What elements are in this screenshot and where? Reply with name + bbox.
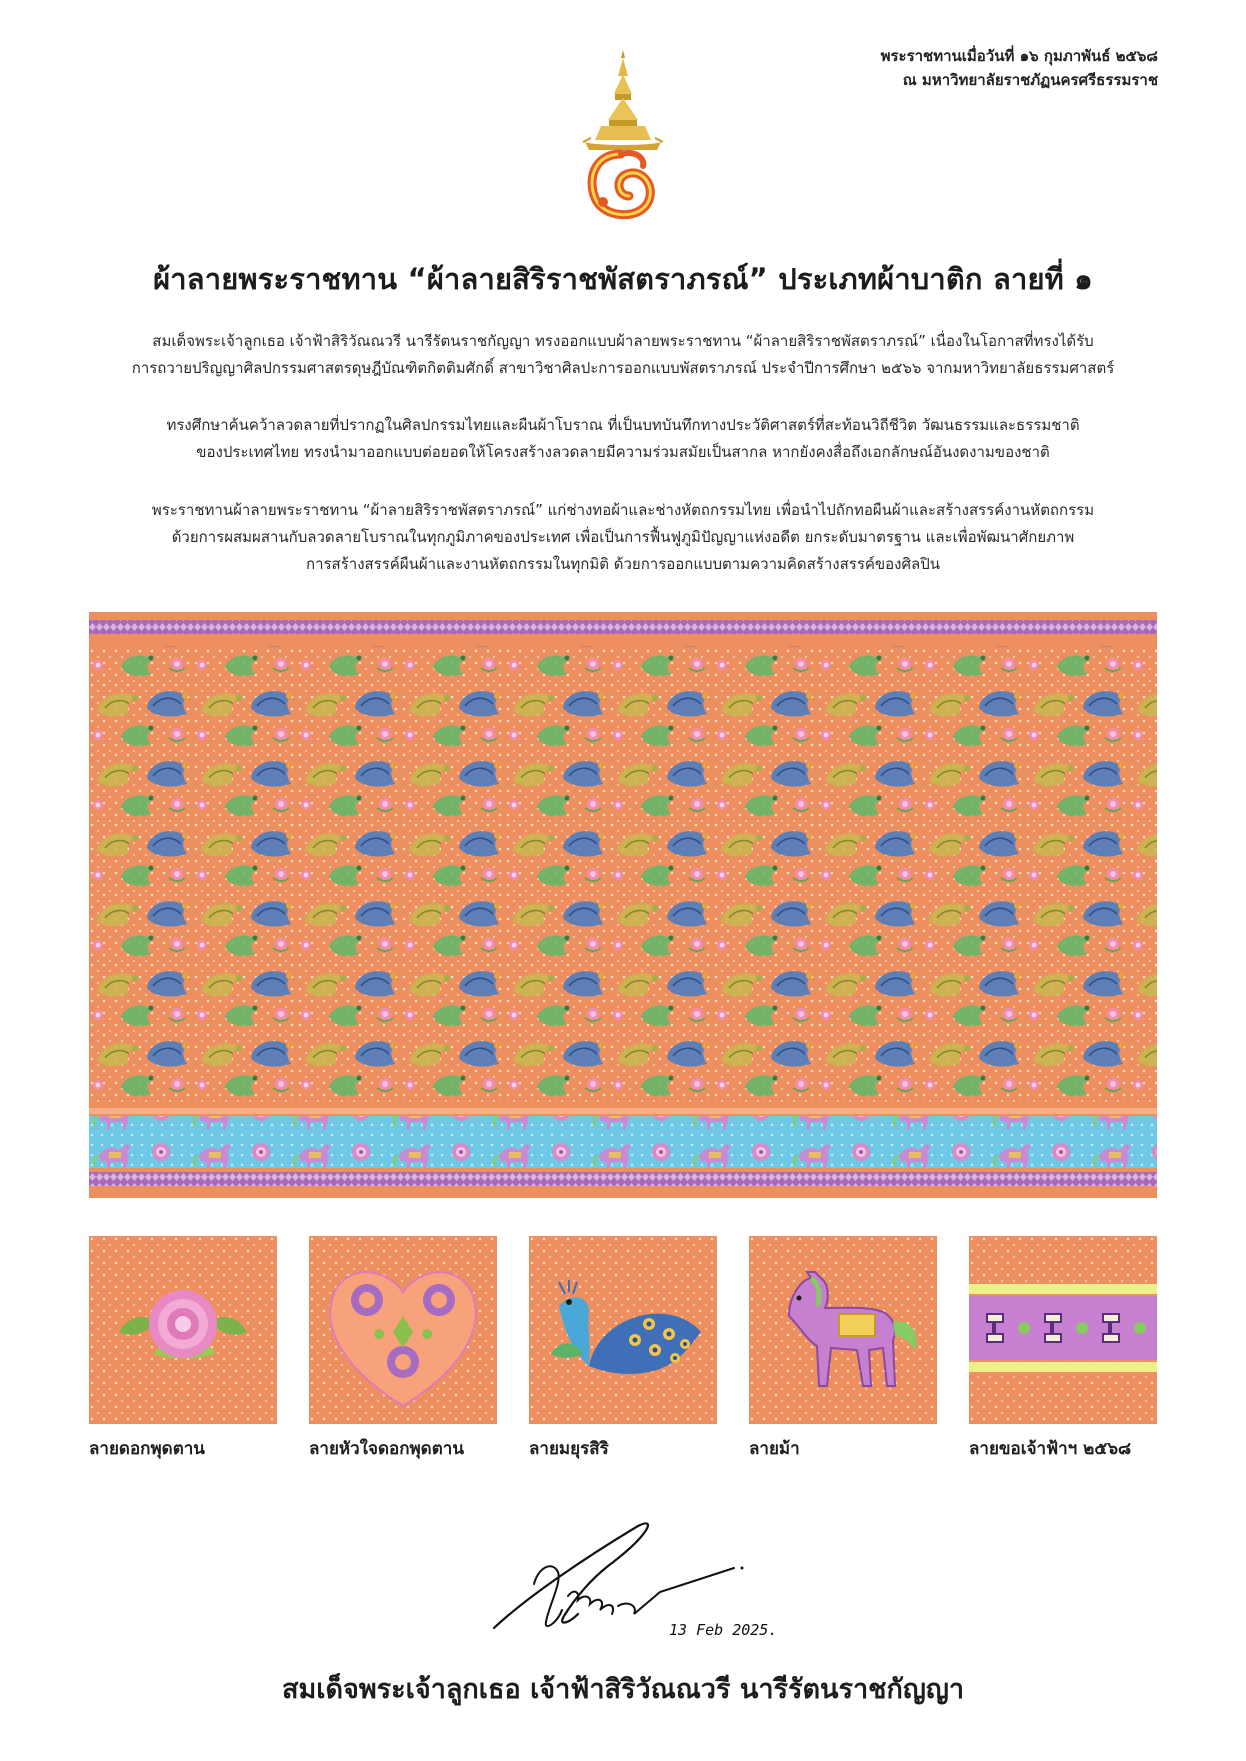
tile-label-hook-pattern: ลายขอเจ้าฟ้าฯ ๒๕๖๘ <box>969 1439 1132 1459</box>
header-info <box>881 44 1158 92</box>
horse-border-band <box>89 1116 1157 1168</box>
venue-line: ณ มหาวิทยาลัยราชภัฏนครศรีธรรมราช <box>902 71 1158 89</box>
tile-label-peony: ลายดอกพุดตาน <box>89 1439 205 1459</box>
motif-tiles <box>89 1236 1157 1459</box>
batik-fabric-image <box>89 612 1157 1198</box>
paragraph-1-line-1: สมเด็จพระเจ้าลูกเธอ เจ้าฟ้าสิริวัณณวรี นารีรัตนราชกัญญา ทรงออกแบบผ้าลายพระราชทาน “ผ้าลายสิริราชพัสตราภรณ์” เนื่องในโอกาสที่ทรงได้รับ <box>152 332 1094 350</box>
tile-label-peacock: ลายมยุรสิริ <box>529 1439 609 1459</box>
tile-label-horse: ลายม้า <box>749 1439 800 1459</box>
paragraph-2-line-2: ของประเทศไทย ทรงนำมาออกแบบต่อยอดให้โครงสร้างลวดลายมีความร่วมสมัยเป็นสากล หากยังคงสื่อถึงเอกลักษณ์อันงดงามของชาติ <box>196 443 1050 461</box>
signature-date: 13 Feb 2025. <box>669 1621 778 1639</box>
paragraph-2-line-1: ทรงศึกษาค้นคว้าลวดลายที่ปรากฏในศิลปกรรมไทยและผืนผ้าโบราณ ที่เป็นบทบันทึกทางประวัติศาสตร์ที่สะท้อนวิถีชีวิต วัฒนธรรมและธรรมชาติ <box>166 416 1080 434</box>
horse-icon <box>749 1236 937 1424</box>
paragraph-3-line-1: พระราชทานผ้าลายพระราชทาน “ผ้าลายสิริราชพัสตราภรณ์” แก่ช่างทอผ้าและช่างหัตถกรรมไทย เพื่อนำไปถักทอผืนผ้าและสร้างสรรค์งานหัตถกรรม <box>151 501 1095 519</box>
heart-flower-icon <box>309 1236 497 1424</box>
signer-name: สมเด็จพระเจ้าลูกเธอ เจ้าฟ้าสิริวัณณวรี นารีรัตนราชกัญญา <box>281 1674 964 1705</box>
paragraph-1 <box>60 328 1186 382</box>
peony-flower-icon <box>89 1236 277 1424</box>
paragraph-3-line-3: การสร้างสรรค์ผืนผ้าและงานหัตถกรรมในทุกมิติ ด้วยการออกแบบตามความคิดสร้างสรรค์ของศิลปิน <box>306 555 940 573</box>
main-motif-field <box>89 646 1157 1104</box>
royal-cypher-emblem-icon <box>581 50 665 228</box>
top-border-band <box>89 620 1157 634</box>
paragraph-2 <box>60 412 1186 466</box>
page-title: ผ้าลายพระราชทาน “ผ้าลายสิริราชพัสตราภรณ์” ประเภทผ้าบาติก ลายที่ ๑ <box>153 262 1093 296</box>
paragraph-1-line-2: การถวายปริญญาศิลปกรรมศาสตรดุษฎีบัณฑิตกิตติมศักดิ์ สาขาวิชาศิลปะการออกแบบพัสตราภรณ์ ประจำปีการศึกษา ๒๕๖๖ จากมหาวิทยาลัยธรรมศาสตร์ <box>131 359 1115 377</box>
peacock-icon <box>529 1236 717 1424</box>
paragraph-3-line-2: ด้วยการผสมผสานกับลวดลายโบราณในทุกภูมิภาคของประเทศ เพื่อเป็นการฟื้นฟูภูมิปัญญาแห่งอดีต ยกระดับมาตรฐาน และเพื่อพัฒนาศักยภาพ <box>171 528 1075 546</box>
bottom-border-band <box>89 1172 1157 1186</box>
paragraph-3 <box>60 497 1186 578</box>
grant-date-line: พระราชทานเมื่อวันที่ ๑๖ กุมภาพันธ์ ๒๕๖๘ <box>880 47 1158 65</box>
tile-label-heart-flower: ลายหัวใจดอกพุดตาน <box>309 1439 464 1459</box>
hook-pattern-icon <box>969 1236 1157 1424</box>
